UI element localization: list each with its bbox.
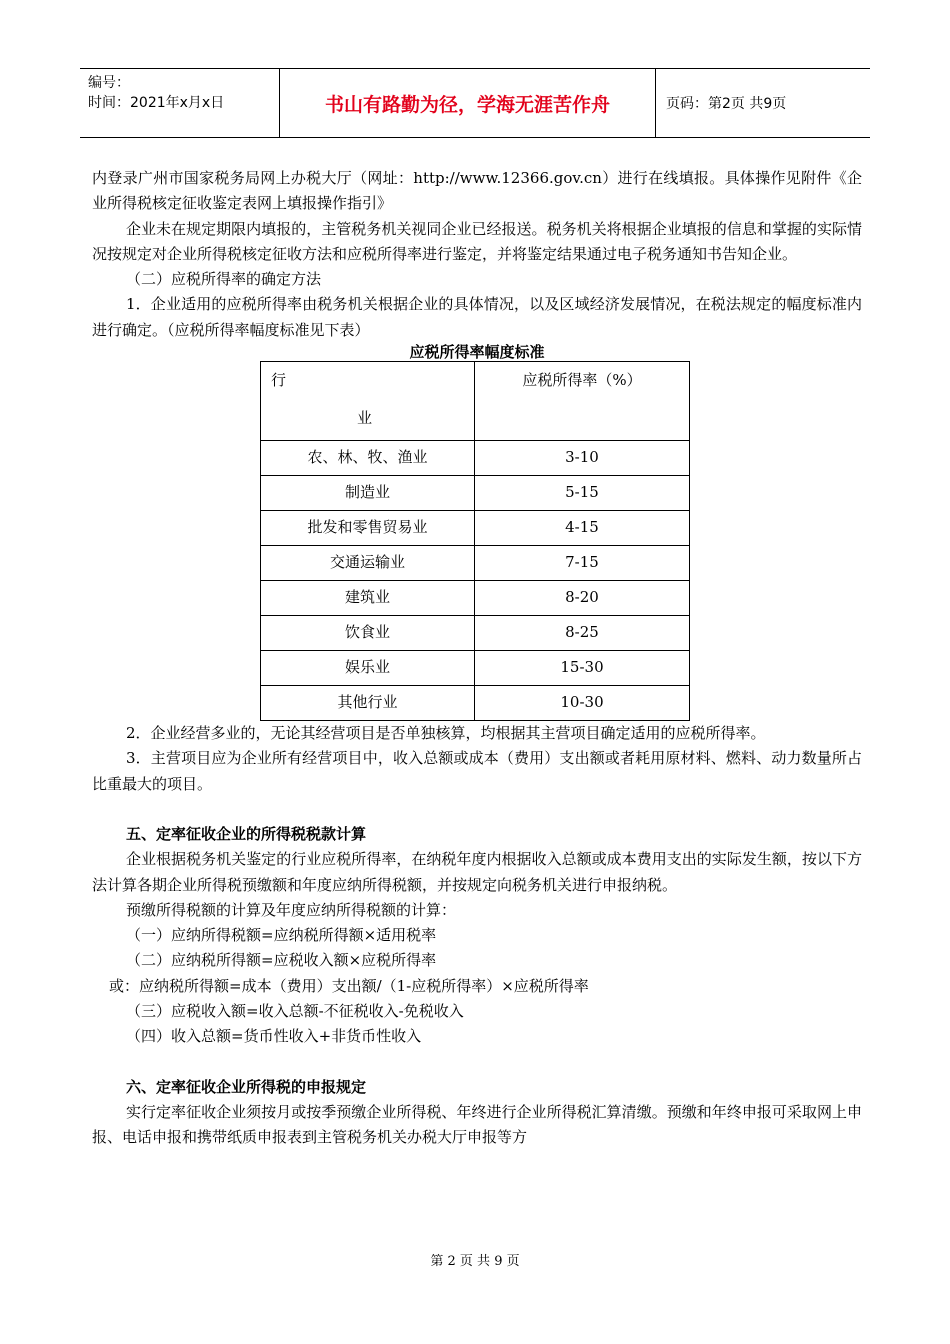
number-label: 编号： xyxy=(88,75,130,91)
table-caption: 应税所得率幅度标准 xyxy=(409,343,545,362)
time-label: 时间：2021年x月x日 xyxy=(88,95,225,111)
formula: （三）应税收入额=收入总额-不征税收入-免税收入 xyxy=(126,1002,464,1021)
rate-cell: 7-15 xyxy=(475,546,690,581)
rate-cell: 5-15 xyxy=(475,476,690,511)
table-row xyxy=(261,686,690,721)
table-row xyxy=(261,546,690,581)
table-header-row xyxy=(261,362,690,441)
industry-cell: 饮食业 xyxy=(261,616,475,651)
table-row xyxy=(261,581,690,616)
header-page-label: 页码：第2页 共9页 xyxy=(666,96,787,112)
formula: 或：应纳税所得额=成本（费用）支出额/（1-应税所得率）×应税所得率 xyxy=(109,976,589,995)
paragraph: 企业根据税务机关鉴定的行业应税所得率，在纳税年度内根据收入总额或成本费用支出的实际发生额，按以下方法计算各期企业所得税预缴额和年度应纳所得税额，并按规定向税务机关进行申报纳税。 xyxy=(92,850,862,894)
paragraph: 3．主营项目应为企业所有经营项目中，收入总额或成本（费用）支出额或者耗用原材料、燃料、动力数量所占比重最大的项目。 xyxy=(92,749,862,793)
industry-cell: 建筑业 xyxy=(261,581,475,616)
table-row xyxy=(261,616,690,651)
rate-cell: 8-20 xyxy=(475,581,690,616)
spacer xyxy=(92,797,862,822)
rate-table xyxy=(260,361,690,721)
paragraph: 1．企业适用的应税所得率由税务机关根据企业的具体情况，以及区域经济发展情况，在税法规定的幅度标准内进行确定。（应税所得率幅度标准见下表） xyxy=(92,295,862,339)
header-meta xyxy=(80,69,280,137)
industry-cell: 交通运输业 xyxy=(261,546,475,581)
paragraph: 2．企业经营多业的，无论其经营项目是否单独核算，均根据其主营项目确定适用的应税所得率。 xyxy=(126,724,766,743)
section-title: 五、定率征收企业的所得税税款计算 xyxy=(126,824,367,843)
document-body xyxy=(92,166,862,1151)
formula: （二）应纳税所得额=应税收入额×应税所得率 xyxy=(126,951,437,970)
table-row xyxy=(261,476,690,511)
paragraph: 实行定率征收企业须按月或按季预缴企业所得税、年终进行企业所得税汇算清缴。预缴和年终申报可采取网上申报、电话申报和携带纸质申报表到主管税务机关办税大厅申报等方 xyxy=(92,1102,862,1147)
header-motto: 书山有路勤为径，学海无涯苦作舟 xyxy=(280,69,656,137)
rate-cell: 8-25 xyxy=(475,616,690,651)
header-industry-line2: 业 xyxy=(357,409,373,428)
spacer xyxy=(92,1050,862,1075)
rate-cell: 4-15 xyxy=(475,511,690,546)
rate-cell: 10-30 xyxy=(475,686,690,721)
formula: （四）收入总额=货币性收入+非货币性收入 xyxy=(126,1027,422,1046)
header-rate: 应税所得率（%） xyxy=(475,362,690,441)
page-header xyxy=(80,68,870,138)
table-row xyxy=(261,651,690,686)
subsection-title: （二）应税所得率的确定方法 xyxy=(126,270,322,289)
industry-cell: 批发和零售贸易业 xyxy=(261,511,475,546)
formula: （一）应纳所得税额=应纳税所得额×适用税率 xyxy=(126,926,437,945)
paragraph: 企业未在规定期限内填报的，主管税务机关视同企业已经报送。税务机关将根据企业填报的信息和掌握的实际情况按规定对企业所得税核定征收方法和应税所得率进行鉴定，并将鉴定结果通过电子税务通知书告知企业。 xyxy=(92,219,862,263)
industry-cell: 其他行业 xyxy=(261,686,475,721)
header-industry-line1: 行 xyxy=(271,371,287,390)
section-title: 六、定率征收企业所得税的申报规定 xyxy=(126,1077,367,1096)
industry-cell: 制造业 xyxy=(261,476,475,511)
page-footer: 第 2 页 共 9 页 xyxy=(430,1254,520,1269)
table-row xyxy=(261,511,690,546)
rate-cell: 15-30 xyxy=(475,651,690,686)
rate-cell: 3-10 xyxy=(475,441,690,476)
paragraph: 预缴所得税额的计算及年度应纳所得税额的计算： xyxy=(126,900,457,919)
industry-cell: 农、林、牧、渔业 xyxy=(261,441,475,476)
paragraph: 内登录广州市国家税务局网上办税大厅（网址：http://www.12366.gov.cn）进行在线填报。具体操作见附件《企业所得税核定征收鉴定表网上填报操作指引》 xyxy=(92,169,862,213)
header-industry xyxy=(261,362,475,441)
industry-cell: 娱乐业 xyxy=(261,651,475,686)
table-row xyxy=(261,441,690,476)
